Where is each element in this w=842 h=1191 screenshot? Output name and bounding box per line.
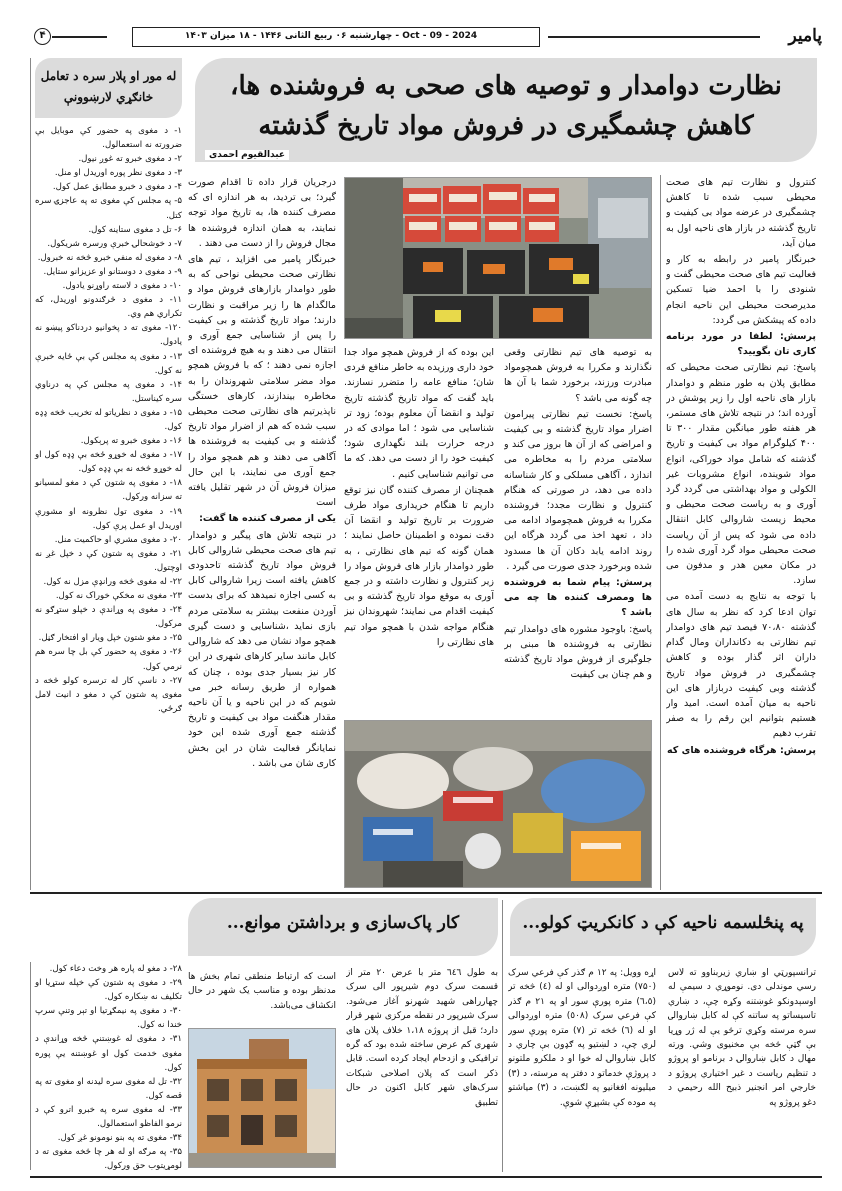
sidebar-title	[35, 58, 182, 118]
list-item: ۲۹- د مغوی په شتون کې خپله ستړیا او تکلیف نه ښکاره کول.	[35, 978, 182, 1003]
column-divider	[660, 175, 661, 890]
interview-question: پرسش: پیام شما به فروشنده ها ومصرف کننده ها چه می باشد ؟	[504, 577, 652, 619]
list-item: ۱- د مغوی په حضور کې موبایل بې ضرورته نه استعمالول.	[35, 126, 182, 151]
confiscated-goods-image	[344, 178, 651, 339]
list-item: ۱۱- د مغوی د څرګندونو اوریدل، که تکراري هم وي.	[35, 295, 182, 320]
masthead	[30, 26, 822, 48]
list-item: ۳۵- په مرګه او له هر چا څخه مغوی ته د لومړیتوب حق ورکول.	[35, 1147, 182, 1172]
list-item: ۳۴- مغوی ته په بنو نومونو غږ کول.	[57, 1133, 182, 1144]
list-item: ۶- تل د مغوی ستاینه کول.	[88, 224, 182, 235]
interview-question: پرسش: لطفا در مورد برنامه کاری تان بگویید؟	[666, 331, 816, 358]
list-item: ۸- د مغوی له منفي خبرو څخه نه خبرول.	[37, 252, 182, 263]
masthead-rule-left	[52, 36, 107, 38]
sidebar-title-line-2: خانګړي لارښوونې	[63, 90, 154, 104]
newspaper-brand: پامیر	[788, 26, 822, 46]
list-item: ۳۳- له مغوی سره په خبرو اترو کې د نرمو الفاظو استعمالول.	[35, 1104, 182, 1130]
building-photo	[188, 1028, 336, 1168]
article-column-left	[188, 175, 336, 887]
article-column-mid-right	[504, 345, 652, 713]
list-item: ۱۵- د مغوی د نظریاتو له تخریب څخه ډډه کول.	[35, 407, 182, 432]
list-item: ۲۱- د مغوی په شتون کې د خپل غږ نه اوچتول.	[35, 548, 182, 573]
masthead-rule	[548, 36, 760, 38]
district-article-column-2: اړه وویل: په ۱۲ م ګذر کې فرعي سرک (۷۵۰) متره اوږدوالی او له (٤) څخه تر (٦،٥) متره پورې سور او په ۲۱ م ګذر کې فرعي سرک (٥٠٨) متره اوږدوالی او له (٦) څخه تر (۷) متره پورې سور لري چې، د لښتیو په ګډون بې چاري د کابل ښاروالۍ له خوا او د ملکرو ملتونو د پروژې خدماتو د دفتر په مرسته، د (۳) میلیونه افغانیو په لګښت، د (۳) میاشتو په موده کې بشپړې شوې.	[508, 968, 656, 1108]
list-item: ۳۰- د مغوی په نیمګړتیا او تېر وتنې سرپ خندا نه کول.	[35, 1006, 182, 1031]
building-image	[188, 1029, 335, 1168]
list-item: ۵- په مجلس کې مغوی ته په عاجزۍ سره کتل.	[35, 196, 182, 221]
main-headline-line-2: کاهش چشمگیری در فروش مواد تاریخ گذشته	[258, 111, 754, 141]
list-item: ۲۶- د مغوی په حضور کې بل چا سره هم نرمي کول.	[35, 647, 182, 672]
list-item: ۱۸- د مغوی په شتون کې د مغو لمسیانو ته سزانه ورکول.	[35, 478, 182, 503]
list-item: ۲۲- له مغوی څخه ورانډې مزل نه کول.	[43, 577, 182, 587]
list-item: ۲۷- د ناسې کار له ترسره کولو څخه د مغوی په شتون کې د مغو د انیت لامل ګرځي.	[35, 675, 182, 714]
paragraph: خبرنگار پامیر می افزاید ، تیم های نظارتی صحت محیطی نواحی که به طور دوامدار بازارهای فروش مواد و مالگدام ها را زیر مراقبت و نظارت دارند؛ مواد تاریخ گذشته و بی کیفیت را پس از شناسایی جمع آوری و انتقال می دهند و به هیچ فروشنده ای اجازه نمی دهند ؛ که با فروش همچو مواد مضر سلامتی شهروندان را به مخاطره بیندازند، کارهای خستگی ناپذیرتیم های نظارتی صحت محیطی سبب شده که هم از اضرار مواد تاریخ گذشته و بی کیفیت به فروشنده ها آگاهی می دهند و هم همچو مواد را جمع آوری می نمایند، با این حال میزان فروش آن در شهر تقلیل یافته است	[188, 254, 336, 509]
column-divider	[502, 900, 503, 1172]
list-item: ۹- د مغوی د دوستانو او عزیزانو ستایل.	[43, 266, 182, 277]
list-item: ۳۱- د مغوی له غوښتنې څخه وړاندې د مغوی خدمت کول او غوښتنه یې پوره کول.	[35, 1034, 182, 1073]
list-item: ۴- د مغوی د خبرو مطابق عمل کول.	[52, 182, 182, 193]
sidebar-continuation	[30, 962, 188, 1170]
section-divider	[30, 892, 822, 894]
issue-date-english: Oct - 09 - 2024	[402, 31, 478, 41]
interview-answer: پاسخ: باوجود مشوره های دوامدار تیم نظارتی به فروشنده ها مبنی بر جلوگیری از فروش مواد تاریخ گذشته و هم چنان بی کیفیت	[504, 623, 652, 681]
paragraph: این بوده که از فروش همچو مواد جدا خود داری ورزیده به خاطر منافع فردی شان؛ منافع عامه را متضرر نسازند. باید گفت که مواد تاریخ گذشته تاریخ تولید و انقضا آن معلوم بوده؛ زود تر شناسایی می شود ؛ اما موادی که در درجه حرارت بلند نگهداری شود؛ کیفیت خود را از دست می دهد. که ما می توانیم شناسایی کنیم .	[344, 347, 494, 480]
cleanup-article-column-1: به طول ٦٤٦ متر با عرض ۲۰ متر از قسمت سرک دوم شیرپور الی سرک چهارراهی شهید شهرنو آغاز می‌شود. سرک شیرپور در نقطه مرکزی شهر قرار دارد؛ قبل از پروژه ۱،۱۸ خلاف پلان های شهری کم عرض ساخته شده بود که گره ترافیکی و ازدحام ایجاد کرده است. قابل ذکر است که پلان اصلاحی شبکات سرک‌های شهر کابل اکنون در حال تطبیق	[346, 968, 498, 1108]
list-item: ۳۲- تل له مغوی سره لیدنه او مغوی ته په قصه کول.	[35, 1076, 182, 1101]
list-item: ۷- د خوشحالۍ خبرې ورسره شریکول.	[47, 238, 182, 249]
cleanup-article-column-2: است که ارتباط منطقی تمام بخش ها مدنظر بوده و مناسب یک شهر در حال انکشاف می‌باشد.	[188, 972, 336, 1011]
paragraph: خبرنگار پامیر در رابطه به کار و فعالیت تیم های صحت محیطی گفت و شنودی را با احمد ضیا تسکین مدیرصحت محیطی این ناحیه انجام داده که پیشکش می گردد:	[666, 254, 816, 326]
list-item: ۱۹- د مغوی تول نظرونه او مشورې اوریدل او عمل پرې کول.	[35, 506, 182, 531]
list-item: ۳- د مغوی نظر پوره اوریدل او منل.	[54, 168, 182, 179]
article-column-right	[666, 175, 816, 895]
article-column-mid-left	[344, 345, 494, 713]
author-byline: عبدالقیوم احمدی	[205, 150, 289, 160]
issue-date	[132, 27, 540, 47]
page-bottom-rule	[30, 1176, 822, 1178]
sidebar-list-continued	[31, 962, 188, 1173]
confiscated-goods-photo	[344, 177, 652, 339]
discarded-goods-photo	[344, 720, 652, 888]
interview-answer: پاسخ: تیم نظارتی صحت محیطی که مطابق پلان به طور منظم و دوامدار بازار های ناحیه اول را زیر پوشش در آورده اند؛ در نتیجه تلاش های مستمر، هر هفته طور میانگین مقدار ۳۰۰ تا ۴۰۰ کیلوگرام مواد بی کیفیت و تاریخ گذشته که شامل مواد خوراکی، انواع مواد شوینده، انواع مشروبات غیر الکولی و مواد بهداشتی می گردد گرد آوری و به ریاست صحت محیطی و محیط زیست شاروالی کابل انتقال داده می شود که پس از آن ریاست صحت محیطی مواد گرد آوری شده را در مکان معین هدر و مدفون می سازد.	[666, 362, 816, 587]
paragraph: به توصیه های تیم نظارتی وقعی نگذارند و مکررا به فروش همچومواد مبادرت ورزند، برخورد شما با آن ها چه گونه می باشد ؟	[504, 347, 652, 404]
main-headline	[195, 58, 817, 162]
cleanup-headline: کار پاک‌سازی و برداشتن موانع...	[188, 898, 498, 956]
paragraph: درجریان قرار داده تا اقدام صورت گیرد؛ بی تردید، به هر اندازه ای که مصرف کننده ها، به تاریخ مواد توجه نمایند، به همان اندازه فروشنده ها مجال فروش را از دست می دهند .	[188, 177, 336, 249]
list-item: ۲۸- د مغو له پاره هر وخت دعاء کول.	[49, 964, 182, 974]
list-item: ۱۲۰- مغوی ته د پخوانیو دردناکو پیښو نه یادول.	[35, 323, 182, 348]
list-item: ۲۴- د مغوی په وړاندې د خپلو ستړګو نه مرکول.	[35, 605, 182, 630]
interview-question: پرسش: هرگاه فروشنده های که	[667, 744, 816, 756]
list-item: ۱۶- د مغوی خبرو ته پرېکول.	[80, 436, 182, 447]
sidebar-list	[31, 118, 188, 716]
list-item: ۲- د مغوی خبرو ته غوږ نیول.	[78, 154, 182, 165]
list-item: ۲۳- مغوی نه مخکې خوراک نه کول.	[55, 591, 182, 602]
page-number: ۴	[34, 28, 51, 45]
list-item: ۲۵- د مغو شتون خپل ویار او افتخار ګڼل.	[38, 633, 182, 644]
district-concrete-headline: په پنځلسمه ناحیه کې د کانکریټ کولو...	[510, 898, 816, 956]
main-headline-line-1: نظارت دوامدار و توصیه های صحی به فروشنده ها،	[230, 71, 782, 101]
sidebar-title-line-1: له مور او پلار سره د تعامل	[40, 69, 177, 83]
district-article-column-1: ترانسپورټي او ښاري زیربناوو ته لاس رسي موندلی دی. نوموړي د سیمې له اوسېدونکو غوښتنه وکړه چې، د ښاري تاسیساتو په ساتنه کې له کابل ښاروالۍ سره مرسته وکړي ترڅو یې له ژر وړیا بې ګټې څخه بې مخنیوی وشي. ورته مهال د کابل ښاروالۍ د برنامو او پروژو د تنظیم ریاست د غیر اختیاري پروژو د خارجي امر انجنیر ذبیح الله رحیمي د دغو پروژو په	[668, 968, 816, 1108]
interview-answer: پاسخ: نخست تیم نظارتی پیرامون اضرار مواد تاریخ گذشته و بی کیفیت و امراضی که از آن ها بروز می کند و سلامتی مردم را به مخاطره می اندازد ، آگاهی مسلکی و کار شناسانه داده می دهد، در صورتی که هنگام کنترول و نظارت مجدد؛ فروشنده مکررا به فروش همچومواد ادامه می داد ، تعهد اخذ می گردد هرگاه این روند ادامه یابد دکان آن ها مسدود شده وبرخورد جدی صورت می گیرد .	[504, 408, 652, 572]
paragraph: کنترول و نظارت تیم های صحت محیطی سبب شده تا کاهش چشمگیری در عرضه مواد بی کیفیت و تاریخ گذشته در بازار های ناحیه اول به میان آید،	[666, 177, 816, 249]
list-item: ۱۷- د مغوی له خوړو ځخه بې ډډه کول او له خوړو څخه نه بې ډډه کول.	[35, 450, 182, 475]
discarded-goods-image	[344, 721, 651, 888]
paragraph: با توجه به نتایج به دست آمده می توان ادعا کرد که نظر به سال های گذشته ۷۰،۸۰ فیصد تیم های دوامدار تیم نظارتی به دکانداران ومال گدام داران اثر گذار بوده و کاهش چشمگیری در فروش مواد تاریخ گذشته وبی کیفیت دربازار های این ناحیه به میان آمده است. امید وار هستیم بتوانیم این رقم را به صفر تقرب دهیم	[666, 591, 816, 740]
paragraph: در نتیجه تلاش های پیگیر و دوامدار تیم های صحت محیطی شاروالی کابل فروش مواد تاریخ گذشته تاحدودی کاهش یافته است زیرا شاروالی کابل به کسی اجازه نمیدهد که برای بدست آوردن منفعت بیشتر به سلامتی مردم بازی نماید ،شناسایی و دست گیری همچو مواد نشان می دهد که شاروالی کابل مانند سایر کارهای شهری در این کار نیز بسیار جدی بوده ، چنان که همواره از طریق رسانه خبر می شویم که در این ناحیه و یا آن ناحیه مقدار هنگفت مواد بی کیفیت و تاریخ گذشته جمع آوری شده این خود نمایانگر فعالیت شان در این بخش کاری شان می باشد .	[188, 529, 336, 769]
list-item: ۱۴- د مغوی په مجلس کې په درناوي سره کیناستل.	[35, 379, 182, 404]
paragraph: همچنان از مصرف کننده گان نیز توقع داریم تا هنگام خریداری مواد طرف ضرورت بر تاریخ تولید و انقضا آن دقت نموده و اطمینان حاصل نمایند ؛ همان گونه که تیم های نظارتی ، به طور دوامدار بازار های فروش مواد را زیر کنترول و نظارت داشته و در جمع آوری به موقع مواد تاریخ گذشته و بی کیفیت اقدام می نمایند؛ شهروندان نیز هنگام مواجه شدن با همچو مواد تیم های نظارتی را	[344, 484, 494, 648]
issue-date-persian: چهارشنبه ۰۶ ربیع الثانی ۱۴۴۶ - ۱۸ میزان ۱۴۰۳ -	[184, 31, 400, 41]
list-item: ۲۰- د مغوی مشري او حاکمیت منل.	[54, 534, 182, 545]
list-item: ۱۰- د مغوی د لاسته راوړنو یادول.	[62, 281, 182, 292]
list-item: ۱۳- د مغوی په مجلس کې بې ځایه خبرې نه کول.	[35, 351, 182, 376]
sidebar-parent-guidance	[30, 58, 188, 890]
consumer-quote-label: یکی از مصرف کننده ها گفت:	[199, 513, 336, 525]
